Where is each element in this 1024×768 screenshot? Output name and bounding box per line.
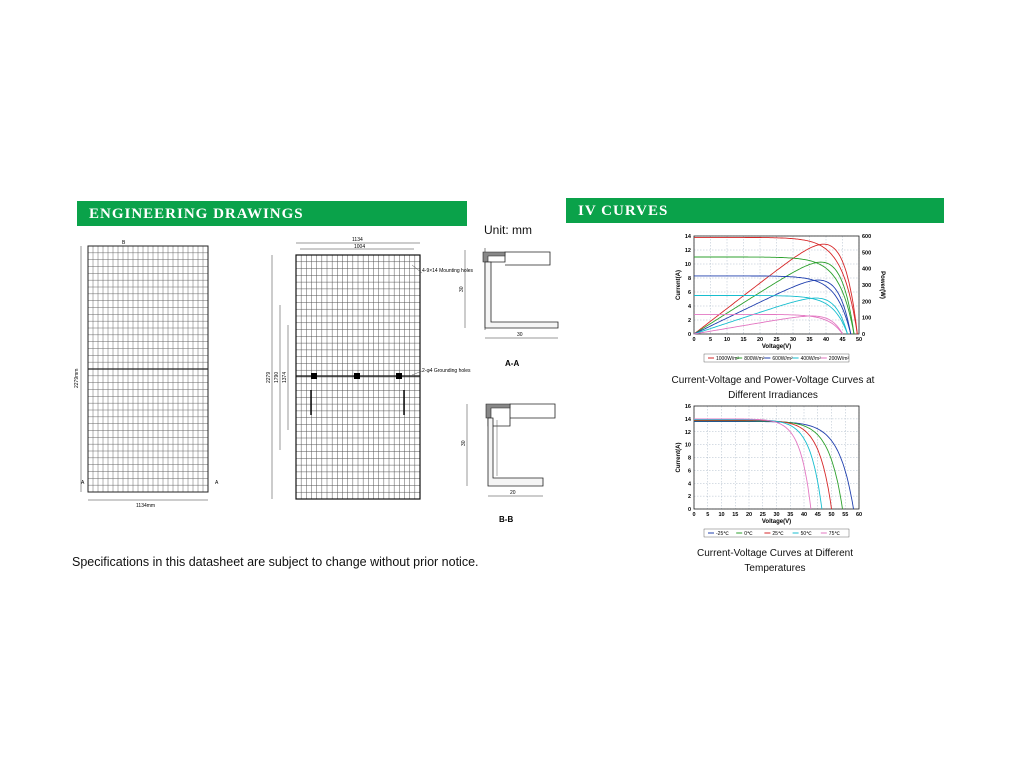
y-tick-label: 6 — [687, 468, 691, 475]
x-axis-label: Voltage(V) — [761, 519, 792, 525]
front-section-a-left: A — [81, 480, 85, 486]
section-aa-label: A-A — [505, 359, 520, 368]
legend-label: 0℃ — [744, 531, 753, 537]
x-tick-label: 40 — [800, 512, 808, 518]
legend-label: 75℃ — [828, 531, 840, 537]
y-tick-label: 8 — [687, 455, 691, 462]
x-tick-label: 0 — [692, 337, 696, 343]
y-tick-label: 0 — [687, 507, 691, 513]
temperature-chart — [672, 400, 892, 542]
front-section-b: B — [122, 240, 126, 246]
front-view-drawing — [70, 238, 235, 513]
y-tick-label: 2 — [687, 318, 691, 324]
section-aa-height: 30 — [459, 286, 465, 292]
section-bb-drawing — [455, 398, 570, 528]
x-tick-label: 15 — [732, 512, 739, 518]
mounting-holes-note: 4-9×14 Mounting holes — [422, 268, 474, 274]
y-tick-label: 4 — [687, 481, 691, 488]
back-dim-1134: 1134 — [352, 237, 363, 243]
section-aa-width: 30 — [517, 332, 523, 338]
section-bb-label: B-B — [499, 515, 514, 524]
x-tick-label: 30 — [789, 337, 797, 343]
section-bb-width: 20 — [510, 490, 516, 496]
x-axis-label: Voltage(V) — [761, 344, 792, 350]
y2-tick-label: 500 — [862, 250, 872, 257]
grounding-holes-note: 2-φ4 Grounding holes — [422, 368, 471, 374]
iv-curve-4 — [694, 419, 811, 509]
y-tick-label: 4 — [687, 304, 691, 310]
x-tick-label: 20 — [745, 512, 753, 518]
y2-axis-label: Power(W) — [879, 271, 885, 299]
section-aa-drawing — [455, 240, 570, 370]
x-tick-label: 40 — [822, 337, 830, 343]
irradiance-chart-caption: Current-Voltage and Power-Voltage Curves at Different Irradiances — [671, 375, 875, 401]
x-tick-label: 45 — [839, 337, 846, 343]
y2-tick-label: 200 — [862, 299, 872, 306]
y-tick-label: 12 — [684, 429, 691, 436]
iv-curves-banner: IV CURVES — [566, 198, 944, 223]
y-tick-label: 12 — [684, 248, 691, 254]
legend-label: 1000W/m² — [716, 356, 740, 362]
x-tick-label: 50 — [828, 512, 835, 518]
legend-label: 400W/m² — [800, 356, 821, 362]
y2-tick-label: 0 — [862, 332, 866, 338]
x-tick-label: 25 — [773, 337, 780, 343]
y-tick-label: 10 — [684, 442, 691, 449]
y-tick-label: 14 — [684, 416, 691, 423]
front-width-dim: 1134mm — [136, 503, 156, 509]
x-tick-label: 50 — [855, 337, 863, 343]
datasheet-notice: Specifications in this datasheet are subject to change without prior notice. — [72, 555, 479, 569]
front-section-a-right: A — [215, 480, 219, 486]
engineering-drawings-banner: ENGINEERING DRAWINGS — [77, 201, 467, 226]
y-tick-label: 16 — [684, 404, 691, 410]
legend-label: 200W/m² — [828, 356, 850, 362]
y-tick-label: 14 — [684, 234, 691, 240]
y-tick-label: 0 — [687, 332, 691, 338]
y-tick-label: 6 — [687, 290, 691, 296]
irradiance-chart — [672, 230, 892, 365]
legend-label: -25℃ — [716, 531, 729, 537]
x-tick-label: 15 — [740, 337, 747, 343]
y2-tick-label: 100 — [862, 315, 872, 322]
y-tick-label: 2 — [687, 494, 691, 501]
x-tick-label: 35 — [806, 337, 813, 343]
iv-curve-3 — [694, 420, 822, 510]
back-dim-1790: 1790 — [274, 371, 280, 383]
x-tick-label: 60 — [855, 512, 863, 518]
y2-tick-label: 600 — [862, 234, 872, 240]
x-tick-label: 45 — [814, 512, 821, 518]
x-tick-label: 5 — [706, 512, 710, 518]
back-dim-1004: 1004 — [354, 244, 366, 250]
section-bb-height: 30 — [461, 440, 467, 446]
unit-label: Unit: mm — [484, 223, 532, 237]
x-tick-label: 10 — [718, 512, 725, 518]
x-tick-label: 55 — [842, 512, 849, 518]
y2-tick-label: 300 — [862, 283, 872, 289]
y-axis-label: Current(A) — [676, 442, 682, 473]
x-tick-label: 5 — [708, 337, 713, 343]
x-tick-label: 0 — [692, 512, 696, 518]
y2-tick-label: 400 — [862, 266, 872, 273]
pv-curve-4 — [694, 316, 843, 334]
temperature-chart-caption: Current-Voltage Curves at Different Temperatures — [696, 548, 853, 574]
x-tick-label: 10 — [723, 337, 731, 343]
x-tick-label: 30 — [773, 512, 780, 518]
legend-label: 600W/m² — [772, 356, 793, 362]
x-tick-label: 35 — [787, 512, 794, 518]
legend-label: 50℃ — [800, 531, 812, 537]
back-dim-2279: 2279 — [266, 371, 272, 383]
y-axis-label: Current(A) — [676, 270, 682, 300]
legend-label: 800W/m² — [744, 356, 765, 362]
front-height-dim: 2279mm — [74, 368, 80, 388]
x-tick-label: 20 — [756, 337, 764, 343]
y-tick-label: 8 — [687, 276, 691, 282]
legend-label: 25℃ — [772, 531, 784, 537]
y-tick-label: 10 — [684, 262, 691, 268]
back-dim-1374: 1374 — [282, 371, 288, 383]
x-tick-label: 25 — [759, 512, 766, 518]
